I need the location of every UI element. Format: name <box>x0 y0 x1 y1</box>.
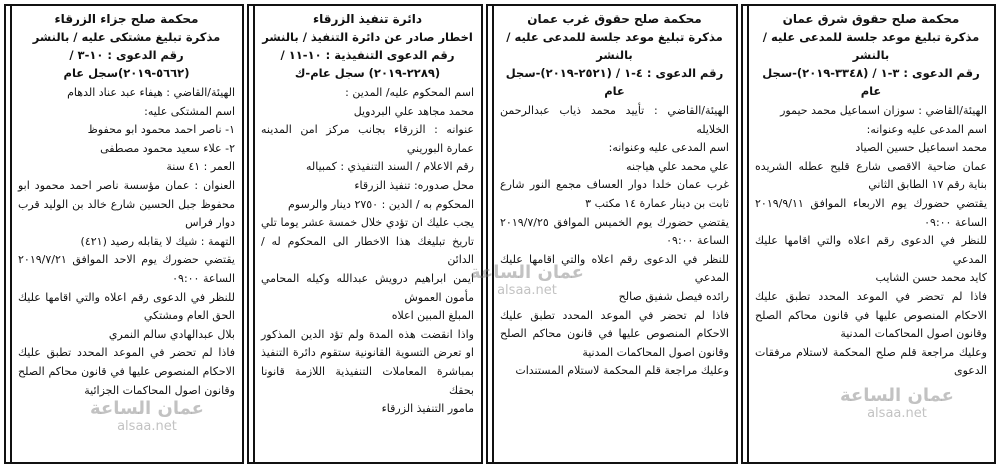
notice-line: للنظر في الدعوى رقم اعلاه والتي اقامها عليك المدعي <box>500 252 729 285</box>
notice-subtitle: مذكرة تبليغ موعد جلسة للمدعى عليه / بالنشر <box>762 30 980 62</box>
notice-body <box>755 102 987 381</box>
notice-column-east-amman <box>741 4 996 464</box>
notice-line: اسم المدعى عليه وعنوانه: <box>866 122 987 136</box>
notice-line: يجب عليك ان تؤدي خلال خمسة عشر يوما تلي تاريخ تبليغك هذا الاخطار الى المحكوم له / الدائن <box>261 216 474 267</box>
notice-line: ٢- علاء سعيد محمود مصطفى <box>100 141 235 155</box>
notice-line: فاذا لم تحضر في الموعد المحدد تطبق عليك الاحكام المنصوص عليها في قانون محاكم الصلح وقانون اصول المحاكمات الجزائية <box>18 346 235 397</box>
notice-line: الهيئة/القاضي : هيفاء عبد عناد الدهام <box>67 86 235 99</box>
notice-line: ١- ناصر احمد محمود ابو محفوظ <box>87 123 235 137</box>
notice-line: محل صدوره: تنفيذ الزرقاء <box>354 178 474 192</box>
column-side-rule <box>488 6 494 462</box>
watermark-latin: alsaa.net <box>497 283 557 298</box>
notice-subtitle: اخطار صادر عن دائرة التنفيذ / بالنشر <box>262 30 473 44</box>
watermark-arabic: عمان الساعة <box>470 262 584 283</box>
watermark-arabic: عمان الساعة <box>90 398 204 419</box>
case-number: رقم الدعوى التنفيذية : ١٠-١١ / (٢٢٨٩-٢٠١٩) سجل عام-ك <box>280 48 455 80</box>
notice-body <box>261 84 474 419</box>
notice-line: رقم الاعلام / السند التنفيذي : كمبياله <box>305 160 474 174</box>
notice-column-zarqa-execution <box>247 4 483 464</box>
notice-line: محمد مجاهد علي البردويل <box>353 104 474 118</box>
notice-line: محمد اسماعيل حسين الصياد <box>855 141 987 155</box>
notice-column-west-amman <box>486 4 738 464</box>
notice-line: واذا انقضت هذه المدة ولم تؤد الدين المذكور او تعرض التسوية القانونية ستقوم دائرة التنفيذ بمباشرة المعاملات التنفيذية اللازمة قانونا بحقك <box>261 327 474 397</box>
notice-line: رائده فيصل شفيق صالح <box>618 289 729 303</box>
watermark-latin: alsaa.net <box>117 419 177 434</box>
notice-title: محكمة صلح حقوق غرب عمان <box>527 12 702 26</box>
notice-subtitle: مذكرة تبليغ موعد جلسة للمدعى عليه / بالنشر <box>506 30 723 62</box>
notice-title: دائرة تنفيذ الزرقاء <box>312 12 423 26</box>
notice-line: عنوانه : الزرقاء بجانب مركز امن المدينه عمارة البوريني <box>261 123 474 155</box>
case-number: رقم الدعوى : ٣-١ / (٣٣٤٨-٢٠١٩)-سجل عام <box>762 66 980 98</box>
notice-line: بلال عبدالهادي سالم النمري <box>108 327 235 341</box>
notice-title: محكمة صلح جزاء الزرقاء <box>54 12 199 26</box>
notice-line: ايمن ابراهيم درويش عبدالله وكيله المحامي مأمون العموش <box>261 271 474 304</box>
notice-line: يقتضي حضورك يوم الخميس الموافق ٢٠١٩/٧/٢٥ الساعة ٠٩:٠٠ <box>500 215 729 248</box>
notice-line: العمر : ٤١ سنة <box>166 160 235 174</box>
notice-line: للنظر في الدعوى رقم اعلاه والتي اقامها عليك الحق العام ومشتكي <box>18 290 235 323</box>
notice-line: المبلغ المبين اعلاه <box>391 309 474 323</box>
notice-title: محكمة صلح حقوق شرق عمان <box>782 12 960 26</box>
notice-line: يقتضي حضورك يوم الاحد الموافق ٢٠١٩/٧/٢١ الساعة ٠٩:٠٠ <box>18 253 235 285</box>
column-side-rule <box>743 6 749 462</box>
notice-line: العنوان : عمان مؤسسة ناصر احمد محمود ابو محفوظ جبل الحسين شارع خالد بن الوليد قرب دوار فراس <box>18 178 235 230</box>
notice-line: غرب عمان خلدا دوار العساف مجمع النور شارع ثابت بن دينار عمارة ١٤ مكتب ٣ <box>500 178 729 210</box>
case-number: رقم الدعوى : ١٠-٣ / (٥٦٦٢-٢٠١٩)سجل عام <box>63 48 190 80</box>
notice-line: اسم المدعى عليه وعنوانه: <box>608 141 729 155</box>
notice-column-zarqa-criminal <box>4 4 244 464</box>
notice-line: الهيئة/القاضي : سوزان اسماعيل محمد حيمور <box>780 104 987 117</box>
notice-line: للنظر في الدعوى رقم اعلاه والتي اقامها عليك المدعي <box>755 234 987 266</box>
notice-body <box>18 84 235 400</box>
watermark-arabic: عمان الساعة <box>840 385 954 406</box>
notice-line: اسم المحكوم عليه/ المدين : <box>345 86 474 99</box>
notice-line: عمان ضاحية الاقصى شارع قليح عطله الشريده بناية رقم ١٧ الطابق الثاني <box>755 159 987 192</box>
notice-line: اسم المشتكى عليه: <box>144 104 235 118</box>
notice-line: فاذا لم تحضر في الموعد المحدد تطبق عليك الاحكام المنصوص عليها في قانون محاكم الصلح وقانون اصول المحاكمات المدنية <box>500 308 729 359</box>
notice-line: التهمة : شيك لا يقابله رصيد (٤٢١) <box>80 234 235 248</box>
notice-line: يقتضي حضورك يوم الاربعاء الموافق ٢٠١٩/٩/١١ الساعة ٠٩:٠٠ <box>755 196 987 229</box>
column-side-rule <box>249 6 255 462</box>
watermark-latin: alsaa.net <box>867 406 927 421</box>
notice-line: وعليك مراجعة قلم صلح المحكمة لاستلام مرفقات الدعوى <box>755 345 987 378</box>
notice-line: المحكوم به / الدين : ٢٧٥٠ دينار والرسوم <box>288 197 474 211</box>
notice-line: مامور التنفيذ الزرقاء <box>381 402 474 416</box>
notice-line: الهيئة/القاضي : تأييد محمد ذياب عبدالرحمن الخلايله <box>500 104 729 136</box>
case-number: رقم الدعوى : ٤-١ / (٢٥٢١-٢٠١٩)-سجل عام <box>505 66 724 98</box>
column-side-rule <box>6 6 12 462</box>
notice-body <box>500 102 729 381</box>
notice-subtitle: مذكرة تبليغ مشتكى عليه / بالنشر <box>32 30 221 44</box>
notice-line: علي محمد علي هياجنه <box>626 159 729 173</box>
notice-line: وعليك مراجعة قلم المحكمة لاستلام المستندات <box>515 364 729 378</box>
notice-line: كايد محمد حسن الشايب <box>875 271 987 285</box>
notice-line: فاذا لم تحضر في الموعد المحدد تطبق عليك الاحكام المنصوص عليها في قانون محاكم الصلح وقانون اصول المحاكمات المدنية <box>755 289 987 341</box>
